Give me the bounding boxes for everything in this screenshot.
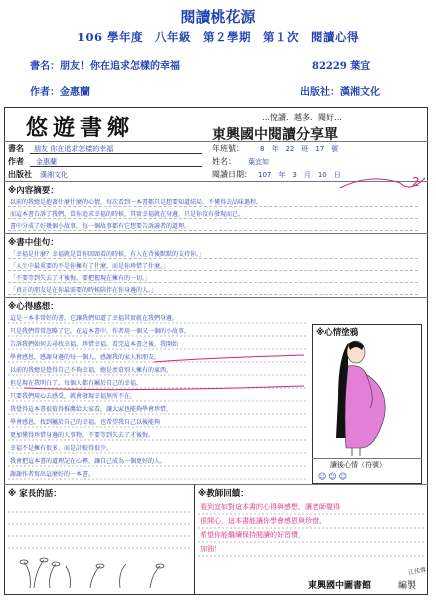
smile-icon: ☺ — [328, 472, 339, 481]
divider — [30, 166, 202, 167]
footer-role: 編製 — [398, 581, 417, 591]
book-title-label: 書名：朋友！你在追求怎樣的幸福 — [30, 61, 180, 72]
name-label: 姓名： — [212, 157, 236, 166]
reflection-line: 學會感恩，找到屬於自己的幸福。也希望我自己以後能夠 — [10, 419, 161, 426]
quote-line: 「人生中最重要的不是你擁有了什麼，而是你珍惜了什麼。」 — [10, 263, 170, 270]
author-field-value: 金惠蘭 — [36, 158, 57, 166]
smile-icon: ☺ — [318, 472, 329, 481]
quote-line: 「真正的朋友是在你最需要的時候陪伴在你身邊的人。」 — [10, 287, 158, 294]
author-label: 作者：金惠蘭 — [30, 87, 90, 98]
smile-icon: ☺ — [338, 472, 350, 481]
ruled-line — [8, 294, 418, 295]
red-pen-mark — [330, 168, 430, 198]
divider — [30, 153, 202, 154]
teacher-signature: 江佳蓉 — [407, 566, 427, 577]
reflection-ruling — [4, 300, 314, 484]
reflection-line: 但是現在我明白了，每個人都有屬於自己的幸福， — [10, 380, 143, 387]
reflection-line: 以前的我總是覺得自己不夠幸福，總是羨慕別人擁有的東西， — [10, 367, 173, 374]
date-label: 閱讀日期： — [212, 170, 252, 179]
reflection-line: 更加懂得珍惜身邊的人事物，不要等到失去了才後悔。 — [10, 432, 155, 439]
divider — [4, 484, 428, 485]
after-reading-label: 讀後心情（符號） — [330, 461, 386, 469]
reflection-line: 這是一本非常好的書，它讓我們知道了幸福其實就在我們身邊， — [10, 315, 179, 322]
summary-line: 書中分成了好幾個小故事，每一個故事都有它想要告訴讀者的道理。 — [10, 223, 191, 230]
parent-heading: ※ 家長的話： — [8, 489, 62, 499]
reflection-line: 幸福不是擁有很多，而是計較得很少。 — [10, 445, 113, 452]
svg-text:2: 2 — [412, 175, 420, 189]
book-name-label: 書名 — [8, 144, 24, 153]
sheet-title: 東興國中閱讀分享單 — [212, 127, 338, 143]
pregnant-woman-drawing — [318, 338, 418, 458]
ruled-line — [8, 258, 418, 259]
ruled-line — [8, 206, 418, 207]
teacher-heading: ※教師回饋： — [198, 489, 249, 499]
publisher-field-value: 漢湘文化 — [40, 171, 68, 179]
author-field-label: 作者 — [8, 157, 24, 166]
class-value: 8 年 22 班 17 號 — [260, 145, 339, 153]
summary-line: 而這本書告訴了我們，當你追求幸福的時候，其實幸福就在身邊，只是你沒有發現而已。 — [10, 211, 245, 218]
ruled-line — [8, 230, 418, 231]
name-value: 葉宜如 — [248, 158, 269, 166]
publisher-label: 出版社：漢湘文化 — [300, 87, 380, 98]
reflection-line: 我會把這本書的道理記在心裡，讓自己成為一個更好的人。 — [10, 458, 167, 465]
footer-brand: 東興國中圖書館 — [308, 581, 372, 591]
page-title: 閱讀桃花源 — [180, 8, 256, 26]
sheet-brand: 悠遊書鄉 — [26, 115, 135, 141]
class-label: 年班號： — [212, 144, 244, 153]
sheet-tagline: …悅讀．越多．閱好… — [262, 113, 342, 122]
ruled-line — [8, 282, 418, 283]
divider — [312, 458, 422, 459]
teacher-line: 加油！ — [200, 545, 221, 553]
divider — [4, 141, 428, 142]
ruled-line — [8, 218, 418, 219]
divider — [4, 297, 428, 298]
reflection-line: 謝謝作者寫出這麼好的一本書。 — [10, 471, 95, 478]
reflection-line: 學會感恩，感謝身邊的每一個人，感謝我的家人和朋友。 — [10, 354, 161, 361]
summary-heading: ※內容摘要： — [8, 186, 59, 196]
reflection-line: 我覺得這本書很值得推薦給大家看，讓大家也能夠學會珍惜， — [10, 406, 173, 413]
quote-line: 「不要等到失去了才後悔，要把握現在擁有的一切。」 — [10, 275, 152, 282]
teacher-line: 很開心，這本書能讓你學會感恩與珍惜， — [200, 517, 326, 525]
reflection-heading: ※心得感想： — [8, 302, 59, 312]
date-value: 107 年 3 月 10 日 — [258, 171, 341, 179]
reflection-line: 只要我們用心去感受，就會發現幸福無所不在。 — [10, 393, 137, 400]
mood-heading: ※心情塗鴉 — [316, 328, 359, 338]
divider — [194, 484, 195, 594]
quote-heading: ※書中佳句： — [8, 238, 59, 248]
ruled-line — [8, 270, 418, 271]
quote-line: 「幸福是什麼？幸福就是當你回頭看的時候，有人在背後默默的支持你。」 — [10, 251, 206, 258]
decorative-plant-icon — [10, 552, 190, 590]
page-subtitle: 106 學年度 八年級 第２學期 第１次 閱讀心得 — [76, 30, 359, 44]
divider — [4, 233, 428, 234]
reflection-line: 告訴我們如何去尋找幸福、珍惜幸福。看完這本書之後，我開始 — [10, 341, 179, 348]
publisher-field-label: 出版社 — [8, 170, 32, 179]
reflection-line: 只是我們常常忽略了它。在這本書中，作者用一個又一個的小故事， — [10, 328, 191, 335]
mood-symbols — [318, 472, 349, 481]
teacher-line: 看到宜如對這本書的心得與感想，讓老師覺得 — [200, 503, 340, 511]
teacher-line: 希望你能繼續保持閱讀的好習慣， — [200, 531, 305, 539]
student-id: 82229 葉宜 — [312, 61, 371, 72]
summary-line: 以前的我總是抱著什麼什麼的心情，每次看到一本書都只是想要知道結局，不懂得去品味過程。 — [10, 199, 263, 206]
book-name-value: 朋友 你在追求怎樣的幸福 — [34, 145, 114, 153]
